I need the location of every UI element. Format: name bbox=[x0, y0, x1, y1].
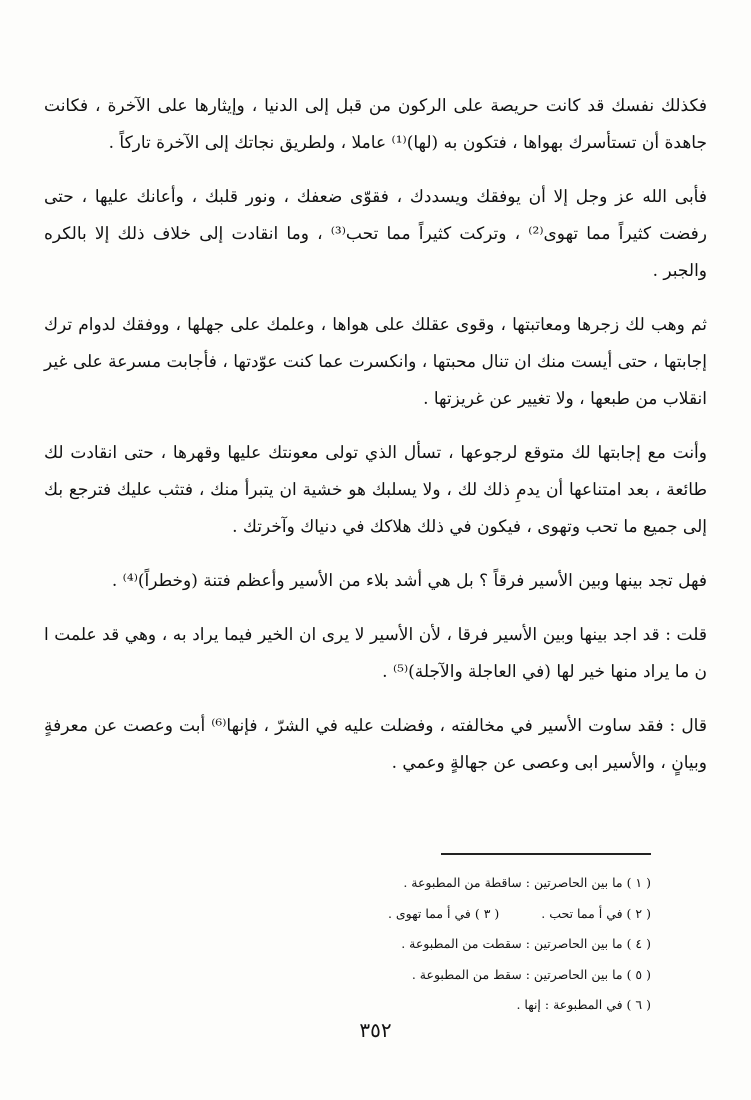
footnote-2-text: ( ٢ ) في أ مما تحب . bbox=[541, 905, 651, 921]
footnote-1-text: ( ١ ) ما بين الحاصرتين : ساقطة من المطبوعة . bbox=[403, 875, 651, 890]
footnote-4-text: ( ٤ ) ما بين الحاصرتين : سقطت من المطبوعة . bbox=[401, 936, 651, 951]
footnote-4 bbox=[44, 929, 651, 960]
footnotes bbox=[44, 868, 651, 1021]
paragraph-6: قلت : قد اجد بينها وبين الأسير فرقا ، لأن الأسير لا يرى ان الخير فيما يراد به ، وهي قد علمت ا ن ما يراد منها خير لها (في العاجلة والآجلة)⁽⁵⁾ . bbox=[44, 625, 707, 682]
footnote-separator bbox=[441, 853, 651, 855]
footnote-5 bbox=[44, 960, 651, 991]
paragraph-5: فهل تجد بينها وبين الأسير فرقاً ؟ بل هي أشد بلاء من الأسير وأعظم فتنة (وخطراً)⁽⁴⁾ . bbox=[111, 571, 707, 591]
paragraph-2: فأبى الله عز وجل إلا أن يوفقك ويسددك ، فقوّى ضعفك ، ونور قلبك ، وأعانك عليها ، حتى رفضت كثيراً مما تهوى⁽²⁾ ، وتركت كثيراً مما تحب⁽³⁾ ، وما انقادت إلى خلاف ذلك إلا بالكره والجبر . bbox=[44, 187, 707, 281]
footnote-1 bbox=[44, 868, 651, 899]
footnote-row-2-3 bbox=[44, 899, 651, 930]
main-text bbox=[44, 88, 707, 799]
footnote-6 bbox=[44, 990, 651, 1021]
paragraph-7: قال : فقد ساوت الأسير في مخالفته ، وفضلت عليه في الشرّ ، فإنها⁽⁶⁾ أبت وعصت عن معرفةٍ وبيانٍ ، والأسير ابى وعصى عن جهالةٍ وعمي . bbox=[44, 716, 707, 773]
footnote-6-text: ( ٦ ) في المطبوعة : إنها . bbox=[516, 997, 651, 1012]
footnote-3-text: ( ٣ ) في أ مما تهوى . bbox=[387, 905, 500, 921]
page-number: ٣٥٢ bbox=[359, 1018, 392, 1042]
footnote-5-text: ( ٥ ) ما بين الحاصرتين : سقط من المطبوعة . bbox=[411, 966, 651, 982]
paragraph-4: وأنت مع إجابتها لك متوقع لرجوعها ، تسأل الذي تولى معونتك عليها وقهرها ، حتى انقادت لك طائعة ، بعد امتناعها أن يدمِ ذلك لك ، ولا يسلبك هو خشية ان يتبرأ منك ، فتثب عليك فترجع بك إلى جميع ما تحب وتهوى ، فيكون في ذلك هلاكك في دنياك وآخرتك . bbox=[44, 443, 707, 537]
paragraph-3: ثم وهب لك زجرها ومعاتبتها ، وقوى عقلك على هواها ، وعلمك على جهلها ، ووفقك لدوام ترك إجابتها ، حتى أيست منك ان تنال محبتها ، وانكسرت عما كنت عوّدتها ، فأجابت مسرعة على غير انقلاب من طبعها ، ولا تغيير عن غريزتها . bbox=[44, 315, 707, 409]
paragraph-1: فكذلك نفسك قد كانت حريصة على الركون من قبل إلى الدنيا ، وإيثارها على الآخرة ، فكانت جاهدة أن تستأسرك بهواها ، فتكون به (لها)⁽¹⁾ عاملا ، ولطريق نجاتك إلى الآخرة تاركاً . bbox=[44, 96, 707, 153]
